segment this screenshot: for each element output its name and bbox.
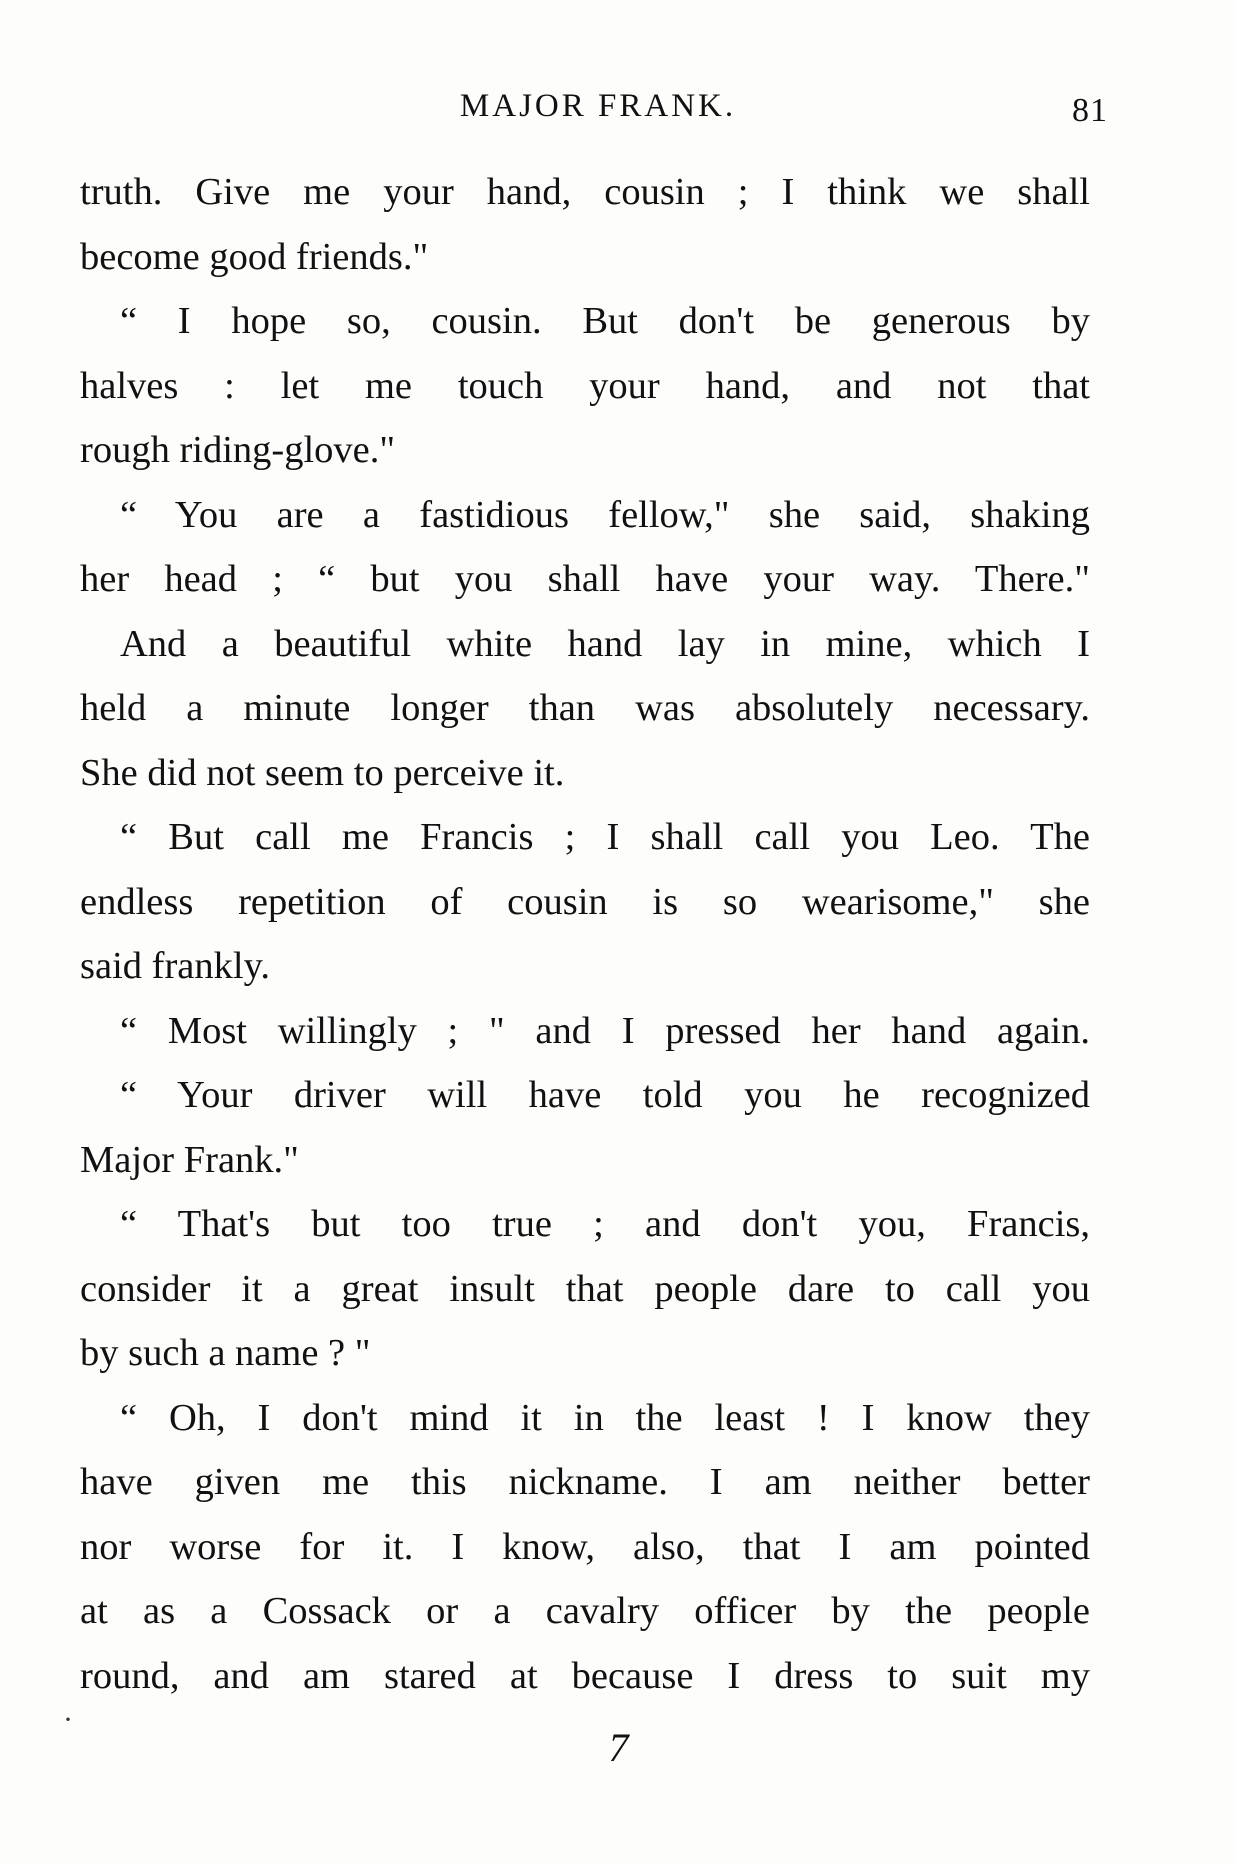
margin-mark: · <box>63 1703 73 1736</box>
body-text <box>80 160 1090 1708</box>
text-line: truth. Give me your hand, cousin ; I think we shall <box>80 171 1090 213</box>
text-line: “ But call me Francis ; I shall call you Leo. The <box>120 816 1090 858</box>
text-line: become good friends." <box>80 235 429 278</box>
text-line: “ You are a fastidious fellow," she said, shaking <box>120 493 1090 536</box>
text-line: “ I hope so, cousin. But don't be generous by <box>120 300 1090 342</box>
running-title: MAJOR FRANK. <box>459 88 737 124</box>
signature-mark: 7 <box>608 1725 629 1770</box>
text-line: consider it a great insult that people dare to call you <box>80 1267 1090 1310</box>
text-line: She did not seem to perceive it. <box>80 751 565 794</box>
text-line: “ That's but too true ; and don't you, Francis, <box>120 1203 1090 1245</box>
text-line: round, and am stared at because I dress to suit my <box>80 1654 1090 1697</box>
page-header <box>88 88 1108 138</box>
text-line: at as a Cossack or a cavalry officer by the people <box>80 1590 1090 1632</box>
text-line: said frankly. <box>80 945 270 987</box>
text-line: endless repetition of cousin is so wearisome," she <box>80 880 1090 923</box>
text-line: her head ; “ but you shall have your way. There." <box>80 558 1090 600</box>
text-line: held a minute longer than was absolutely necessary. <box>80 687 1090 729</box>
text-line: nor worse for it. I know, also, that I am pointed <box>80 1525 1090 1568</box>
text-line: have given me this nickname. I am neither better <box>80 1461 1090 1503</box>
text-line: “ Your driver will have told you he recognized <box>120 1074 1090 1116</box>
text-line: by such a name ? " <box>80 1332 371 1374</box>
text-line: And a beautiful white hand lay in mine, which I <box>120 622 1090 665</box>
text-line: halves : let me touch your hand, and not that <box>80 364 1090 407</box>
text-line: “ Oh, I don't mind it in the least ! I know they <box>120 1396 1090 1439</box>
text-line: rough riding-glove." <box>80 429 396 471</box>
page-number: 81 <box>1072 92 1108 129</box>
text-line: “ Most willingly ; " and I pressed her hand again. <box>120 1009 1090 1052</box>
text-line: Major Frank." <box>80 1138 299 1181</box>
